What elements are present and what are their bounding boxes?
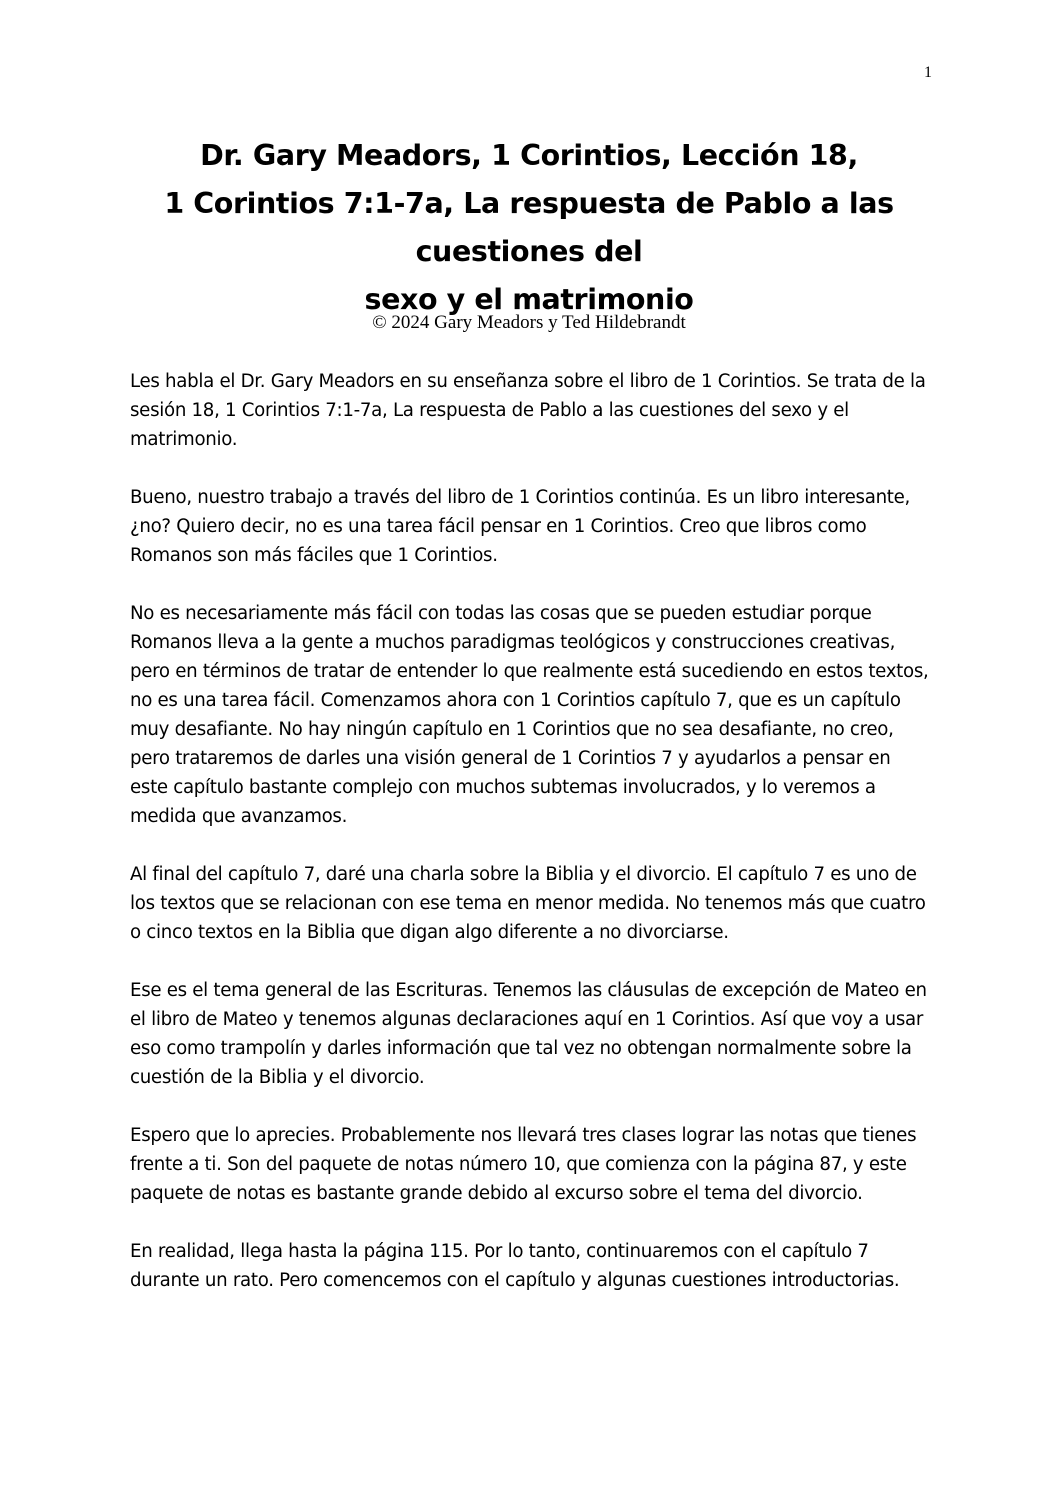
title-line-4: sexo y el matrimonio — [364, 283, 694, 316]
title-line-1: Dr. Gary Meadors, 1 Corintios, Lección 18, — [200, 139, 858, 172]
document-title — [120, 132, 938, 324]
paragraph: Les habla el Dr. Gary Meadors en su enseñanza sobre el libro de 1 Corintios. Se trata de la sesión 18, 1 Corintios 7:1-7a, La respuesta de Pablo a las cuestiones del sexo y el matrimonio. — [130, 371, 926, 450]
paragraph: No es necesariamente más fácil con todas las cosas que se pueden estudiar porque Romanos lleva a la gente a muchos paradigmas teológicos y construcciones creativas, pero en términos de tratar de entender lo que realmente está sucediendo en estos textos, no es una tarea fácil. Comenzamos ahora con 1 Corintios capítulo 7, que es un capítulo muy desafiante. No hay ningún capítulo en 1 Corintios que no sea desafiante, no creo, pero trataremos de darles una visión general de 1 Corintios 7 y ayudarlos a pensar en este capítulo bastante complejo con muchos subtemas involucrados, y lo veremos a medida que avanzamos. — [130, 603, 929, 827]
paragraph: Al final del capítulo 7, daré una charla sobre la Biblia y el divorcio. El capítulo 7 es uno de los textos que se relacionan con ese tema en menor medida. No tenemos más que cuatro o cinco textos en la Biblia que digan algo diferente a no divorciarse. — [130, 864, 926, 943]
paragraph: En realidad, llega hasta la página 115. Por lo tanto, continuaremos con el capítulo 7 durante un rato. Pero comencemos con el capítulo y algunas cuestiones introductorias. — [130, 1241, 900, 1291]
copyright-notice: © 2024 Gary Meadors y Ted Hildebrandt — [372, 312, 686, 333]
title-line-2: 1 Corintios 7:1-7a, La respuesta de Pablo a las — [164, 187, 894, 220]
paragraph: Ese es el tema general de las Escrituras. Tenemos las cláusulas de excepción de Mateo en el libro de Mateo y tenemos algunas declaraciones aquí en 1 Corintios. Así que voy a usar eso como trampolín y darles información que tal vez no obtengan normalmente sobre la cuestión de la Biblia y el divorcio. — [130, 980, 927, 1088]
page-number: 1 — [924, 64, 932, 81]
title-line-3: cuestiones del — [415, 235, 643, 268]
body-text — [130, 367, 930, 1324]
paragraph: Bueno, nuestro trabajo a través del libro de 1 Corintios continúa. Es un libro interesante, ¿no? Quiero decir, no es una tarea fácil pensar en 1 Corintios. Creo que libros como Romanos son más fáciles que 1 Corintios. — [130, 487, 911, 566]
paragraph: Espero que lo aprecies. Probablemente nos llevará tres clases lograr las notas que tienes frente a ti. Son del paquete de notas número 10, que comienza con la página 87, y este paquete de notas es bastante grande debido al excurso sobre el tema del divorcio. — [130, 1125, 917, 1204]
